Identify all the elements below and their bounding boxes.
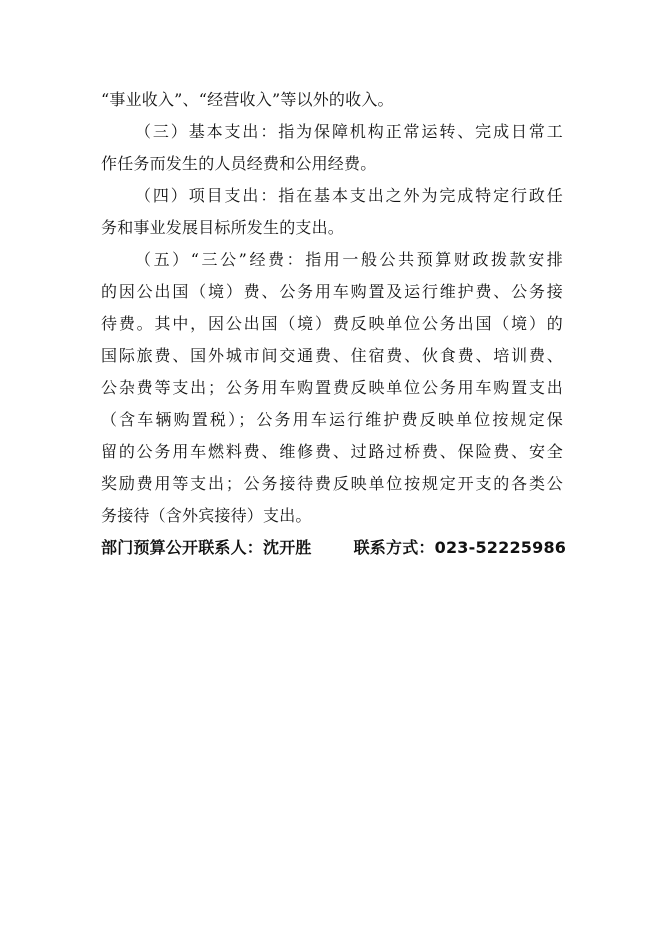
- paragraph-line: 待费。其中，因公出国（境）费反映单位公务出国（境）的: [101, 314, 563, 333]
- document-content: [101, 84, 567, 564]
- paragraph-line: （四）项目支出：指在基本支出之外为完成特定行政任: [135, 186, 563, 205]
- paragraph-line: （三）基本支出：指为保障机构正常运转、完成日常工: [135, 122, 563, 141]
- paragraph-line: 国际旅费、国外城市间交通费、住宿费、伙食费、培训费、: [101, 346, 563, 365]
- paragraph-line: 作任务而发生的人员经费和公用经费。: [101, 154, 377, 173]
- paragraph-line: （含车辆购置税）；公务用车运行维护费反映单位按规定保: [101, 410, 563, 429]
- paragraph-line: （五）“三公”经费：指用一般公共预算财政拨款安排: [135, 250, 563, 269]
- contact-line: [101, 532, 567, 564]
- paragraph-line: 务和事业发展目标所发生的支出。: [101, 218, 345, 237]
- contact-person: 部门预算公开联系人：沈开胜: [101, 538, 312, 557]
- contact-phone: 联系方式：023-52225986: [353, 538, 567, 557]
- paragraph-line: “事业收入”、“经营收入”等以外的收入。: [101, 90, 394, 109]
- paragraph-line: 公杂费等支出；公务用车购置费反映单位公务用车购置支出: [101, 378, 563, 397]
- paragraph-line: 留的公务用车燃料费、维修费、过路过桥费、保险费、安全: [101, 442, 563, 461]
- paragraph-line: 奖励费用等支出；公务接待费反映单位按规定开支的各类公: [101, 474, 563, 493]
- paragraph-line: 务接待（含外宾接待）支出。: [101, 506, 312, 525]
- paragraph-line: 的因公出国（境）费、公务用车购置及运行维护费、公务接: [101, 282, 563, 301]
